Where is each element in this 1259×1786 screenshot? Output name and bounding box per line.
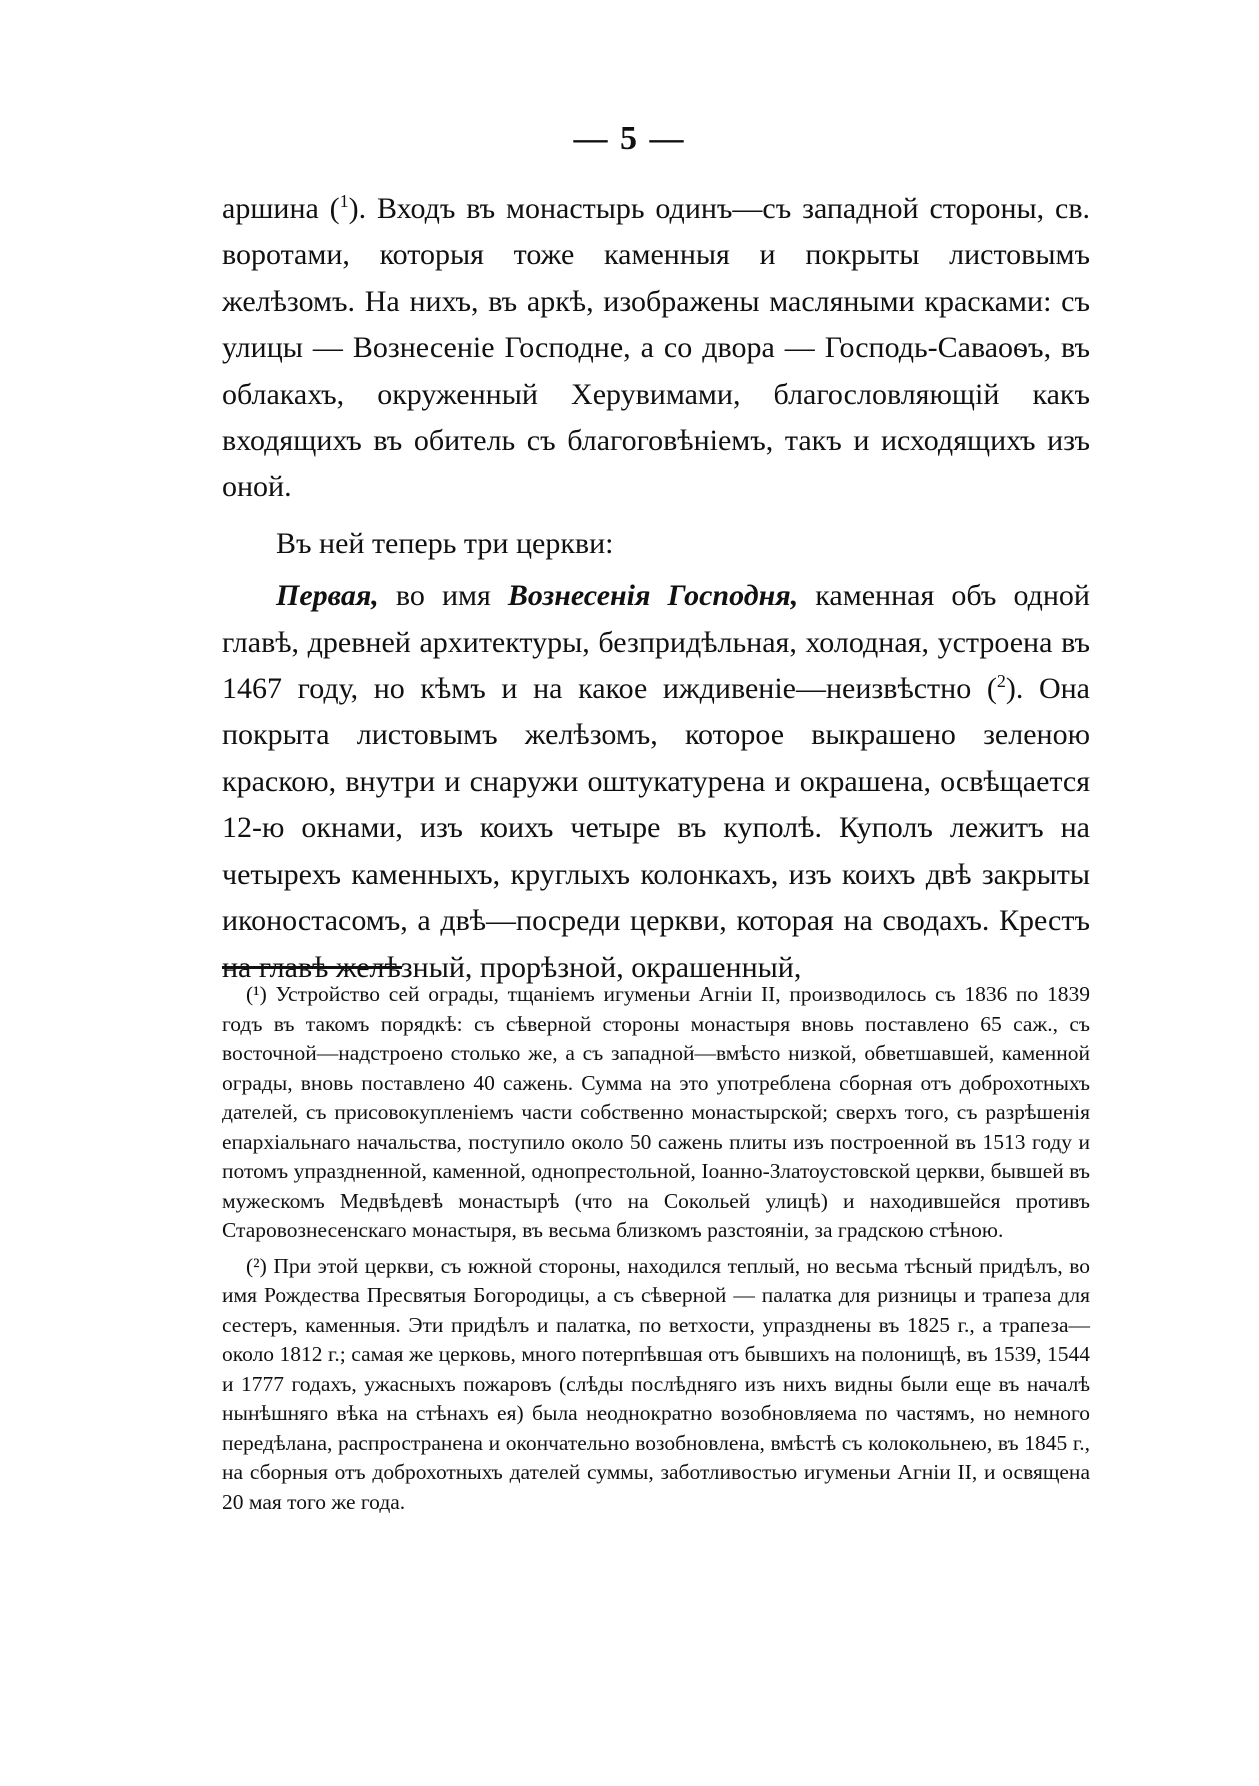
footnote-ref-1[interactable]: 1 [339, 191, 349, 211]
first-church-text-c: ). Она покрыта листовымъ желѣзомъ, которое выкрашено зеленою краскою, внутри и снаружи оштукатурена и окрашена, освѣщается 12-ю окнами, изъ коихъ четыре въ куполѣ. Куполъ лежитъ на четырехъ каменныхъ, круглыхъ колонкахъ, изъ коихъ двѣ закрыты иконостасомъ, а двѣ—посреди церкви, которая на сводахъ. Крестъ на главѣ желѣзный, прорѣзной, окрашенный, [222, 672, 1091, 984]
footnote-1-text: Устройство сей ограды, тщаніемъ игуменьи Агніи II, производилось съ 1836 по 1839 годъ въ такомъ порядкѣ: съ сѣверной стороны монастыря вновь поставлено 65 саж., съ восточной—надстроено столько же, а съ западной—вмѣсто низкой, обветшавшей, каменной ограды, вновь поставлено 40 сажень. Сумма на это употреблена сборная отъ доброхотныхъ дателей, съ присовокупленіемъ части собственно монастырской; сверхъ того, съ разрѣшенія епархіальнаго начальства, поступило около 50 сажень плиты изъ построенной въ 1513 году и потомъ упраздненной, каменной, однопрестольной, Іоанно-Златоустовской церкви, бывшей въ мужескомъ Медвѣдевѣ монастырѣ (что на Сокольей улицѣ) и находившейся противъ Старовознесенскаго монастыря, въ весьма близкомъ разстояніи, за градскою стѣною. [222, 982, 1090, 1242]
first-church-label: Первая, [276, 579, 379, 613]
first-church-text-b: каменная объ одной главѣ, древней архитектуры, безпридѣльная, холодная, устроена въ 1467 году, но кѣмъ и на какое иждивеніе—неизвѣстно ( [222, 579, 1090, 706]
footnotes [222, 980, 1090, 1523]
first-church-name: Вознесенія Господня, [507, 579, 799, 613]
page-number: — 5 — [573, 120, 686, 157]
paragraph-gate-text-2: ). Входъ въ монастырь одинъ—съ западной стороны, св. воротами, которыя тоже каменныя и покрыты листовымъ желѣзомъ. На нихъ, въ аркѣ, изображены масляными красками: съ улицы — Вознесеніе Господне, а со двора — Господь-Саваоѳъ, въ облакахъ, окруженный Херувимами, благословляющій какъ входящихъ въ обитель съ благоговѣніемъ, такъ и исходящихъ изъ оной. [222, 192, 1090, 504]
footnote-2 [222, 1252, 1090, 1518]
footnote-1-marker: (¹) [246, 982, 267, 1006]
first-church-text-a: во имя [378, 579, 508, 613]
footnote-divider [222, 966, 402, 969]
paragraph-churches-intro: Въ ней теперь три церкви: [276, 526, 614, 560]
footnote-1 [222, 980, 1090, 1246]
footnote-2-marker: (²) [246, 1253, 267, 1278]
footnote-ref-2[interactable]: 2 [996, 671, 1006, 692]
footnote-2-text: При этой церкви, съ южной стороны, находился теплый, но весьма тѣсный придѣлъ, во имя Рождества Пресвятыя Богородицы, а съ сѣверной — палатка для ризницы и трапеза для сестеръ, каменныя. Эти придѣлъ и палатка, по ветхости, упразднены въ 1825 г., а трапеза—около 1812 г.; самая же церковь, много потерпѣвшая отъ бывшихъ на полонищѣ, въ 1539, 1544 и 1777 годахъ, ужасныхъ пожаровъ (слѣды послѣдняго изъ нихъ видны были еще въ началѣ нынѣшняго вѣка на стѣнахъ ея) была неоднократно возобновляема по частямъ, но немного передѣлана, распространена и окончательно возобновлена, вмѣстѣ съ колокольнею, въ 1845 г., на сборныя отъ доброхотныхъ дателей суммы, заботливостью игуменьи Агніи II, и освящена 20 мая того же года. [222, 1253, 1090, 1514]
paragraph-gate [222, 186, 1090, 511]
paragraph-first-church [222, 573, 1090, 991]
main-text [222, 186, 1090, 991]
paragraph-gate-text-1: аршина ( [222, 192, 340, 225]
